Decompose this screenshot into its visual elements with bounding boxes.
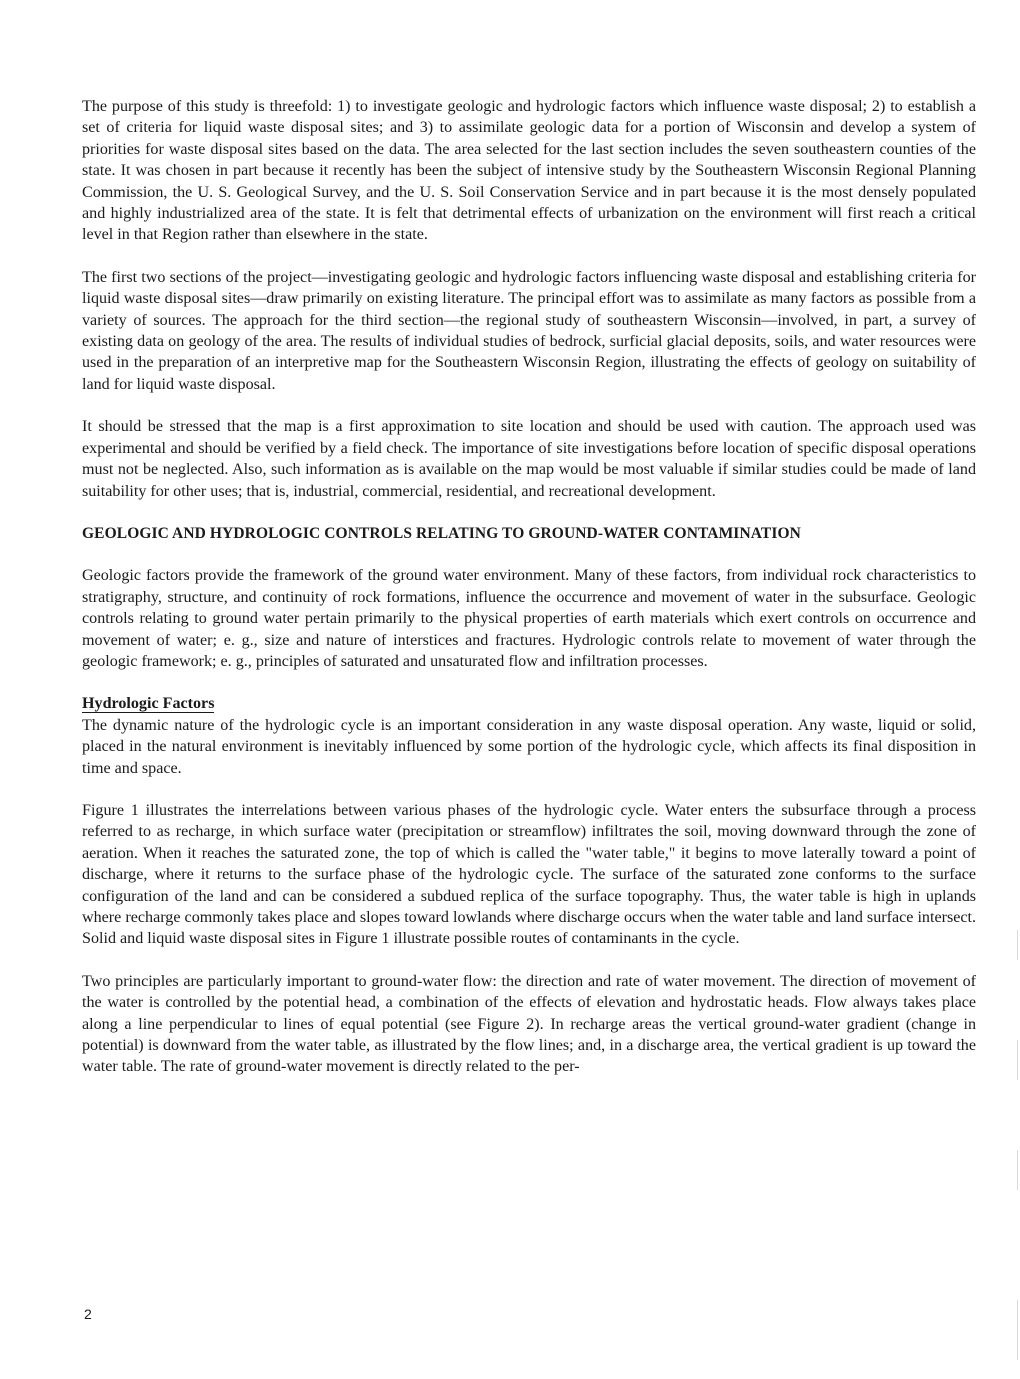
hydrologic-paragraph-2: Figure 1 illustrates the interrelations between various phases of the hydrologic cycle. Water enters the subsurface through a process referred to as recharge, in which surface water (precipitation or streamflow) infiltrates the soil, moving downward through the zone of aeration. When it reaches the saturated zone, the top of which is called the "water table," it begins to move laterally toward a point of discharge, where it returns to the surface phase of the hydrologic cycle. The surface of the saturated zone conforms to the surface configuration of the land and can be considered a subdued replica of the surface topography. Thus, the water table is high in uplands where recharge commonly takes place and slopes toward lowlands where discharge occurs when the water table and land surface intersect. Solid and liquid waste disposal sites in Figure 1 illustrate possible routes of contaminants in the cycle. [82,801,976,948]
hydrologic-paragraph-3: Two principles are particularly important to ground-water flow: the direction and rate of water movement. The direction of movement of the water is controlled by the potential head, a combination of the effects of elevation and hydrostatic heads. Flow always takes place along a line perpendicular to lines of equal potential (see Figure 2). In recharge areas the vertical ground-water gradient (change in potential) is downward from the water table, as illustrated by the flow lines; and, in a discharge area, the vertical gradient is up toward the water table. The rate of ground-water movement is directly related to the per- [82,972,976,1076]
hydrologic-paragraph-1: The dynamic nature of the hydrologic cycle is an important consideration in any waste disposal operation. Any waste, liquid or solid, placed in the natural environment is inevitably influenced by some portion of the hydrologic cycle, which affects its final disposition in time and space. [82,716,976,777]
scan-edge-mark [1017,1300,1018,1360]
subsection-heading-text: Hydrologic Factors [82,695,215,713]
section-paragraph: Geologic factors provide the framework of the ground water environment. Many of these factors, from individual rock characteristics to stratigraphy, structure, and continuity of rock formations, influence the occurrence and movement of water in the subsurface. Geologic controls relating to ground water pertain primarily to the physical properties of earth materials which exert controls on occurrence and movement of water; e. g., size and nature of interstices and fractures. Hydrologic controls relate to movement of water through the geologic framework; e. g., principles of saturated and unsaturated flow and infiltration processes. [82,567,976,670]
scan-edge-mark [1017,930,1018,960]
intro-paragraph-1: The purpose of this study is threefold: 1) to investigate geologic and hydrologic factors which influence waste disposal; 2) to establish a set of criteria for liquid waste disposal sites; and 3) to assimilate geologic data for a portion of Wisconsin and develop a system of priorities for waste disposal sites based on the data. The area selected for the last section includes the seven southeastern counties of the state. It was chosen in part because it recently has been the subject of intensive study by the Southeastern Wisconsin Regional Planning Commission, the U. S. Geological Survey, and the U. S. Soil Conservation Service and in part because it is the most densely populated and highly industrialized area of the state. It is felt that detrimental effects of urbanization on the environment will first reach a critical level in that Region rather than elsewhere in the state. [82,98,976,244]
scan-edge-mark [1017,1040,1018,1080]
subsection-heading [82,693,976,714]
scan-edge-mark [1017,1150,1018,1190]
page-number: 2 [84,1306,92,1322]
intro-paragraph-2: The first two sections of the project—investigating geologic and hydrologic factors influencing waste disposal and establishing criteria for liquid waste disposal sites—draw primarily on existing literature. The principal effort was to assimilate as many factors as possible from a variety of sources. The approach for the third section—the regional study of southeastern Wisconsin—involved, in part, a survey of existing data on geology of the area. The results of individual studies of bedrock, surficial glacial deposits, soils, and water resources were used in the preparation of an interpretive map for the Southeastern Wisconsin Region, illustrating the effects of geology on suitability of land for liquid waste disposal. [82,268,976,393]
page-body [82,96,976,1078]
intro-paragraph-3: It should be stressed that the map is a first approximation to site location and should be used with caution. The approach used was experimental and should be verified by a field check. The importance of site investigations before location of specific disposal operations must not be neglected. Also, such information as is available on the map would be most valuable if similar studies could be made of land suitability for other uses; that is, industrial, commercial, residential, and recreational development. [82,418,976,500]
section-heading: GEOLOGIC AND HYDROLOGIC CONTROLS RELATING TO GROUND-WATER CONTAMINATION [82,524,801,542]
